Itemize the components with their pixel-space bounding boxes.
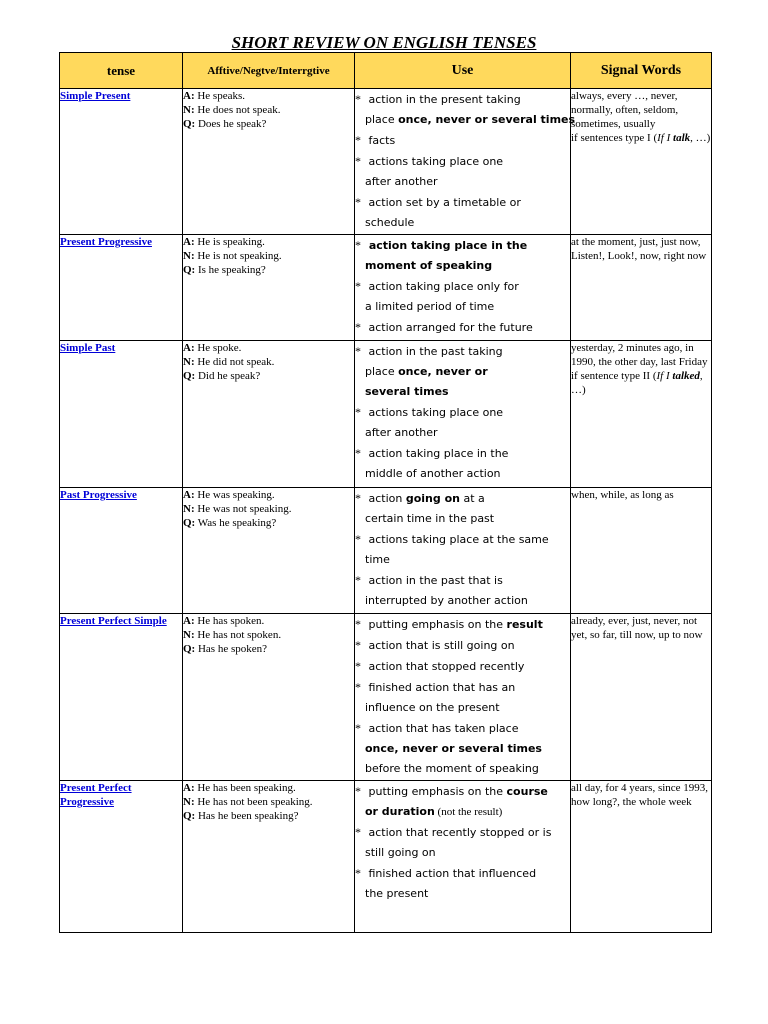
- signal-if-text: if sentences type I (: [571, 132, 658, 144]
- use-text: action: [365, 492, 406, 505]
- tense-cell: [60, 89, 183, 235]
- use-text: after another: [365, 175, 438, 188]
- signal-words-text: yesterday, 2 minutes ago, in 1990, the other day, last Friday: [571, 342, 708, 368]
- form-key: N:: [183, 629, 195, 641]
- use-text: action that stopped recently: [365, 660, 525, 673]
- page-title: SHORT REVIEW ON ENGLISH TENSES: [231, 33, 537, 52]
- use-line: [355, 739, 570, 759]
- header-use: Use: [355, 53, 571, 89]
- use-line: [355, 172, 570, 192]
- use-text: interrupted by another action: [365, 594, 528, 607]
- form-key: A:: [183, 782, 195, 794]
- tenses-table: [59, 52, 712, 933]
- use-line: [355, 192, 570, 213]
- table-row: [60, 341, 712, 488]
- use-text: a limited period of time: [365, 300, 495, 313]
- form-text: He did not speak.: [194, 356, 275, 368]
- tense-cell: [60, 488, 183, 614]
- forms-cell: [183, 341, 355, 488]
- signal-if-verb: talked: [672, 370, 700, 382]
- use-text: schedule: [365, 216, 415, 229]
- use-line: [355, 423, 570, 443]
- use-line: [355, 781, 570, 802]
- use-text: action that is still going on: [365, 639, 515, 652]
- use-line: [355, 362, 570, 382]
- use-line: [355, 151, 570, 172]
- use-line: [355, 822, 570, 843]
- use-text: the present: [365, 887, 429, 900]
- forms-cell: [183, 235, 355, 341]
- use-line: [355, 884, 570, 904]
- bullet-star: *: [355, 320, 361, 334]
- tense-link[interactable]: Present Perfect Simple: [60, 615, 167, 627]
- use-text: after another: [365, 426, 438, 439]
- form-key: N:: [183, 250, 195, 262]
- bullet-star: *: [355, 491, 361, 505]
- use-text: putting emphasis on the: [365, 618, 507, 631]
- table-row: [60, 89, 712, 235]
- bullet-star: *: [355, 617, 361, 631]
- signal-if-text: if sentence type II (: [571, 370, 657, 382]
- use-line: [355, 591, 570, 611]
- use-text: before the moment of speaking: [365, 762, 539, 775]
- form-line: [183, 103, 354, 117]
- signal-words-cell: [571, 614, 712, 781]
- use-line: [355, 382, 570, 402]
- form-key: Q:: [183, 370, 196, 382]
- use-line: [355, 256, 570, 276]
- use-cell: [355, 614, 571, 781]
- bullet-star: *: [355, 238, 361, 252]
- signal-words-text: when, while, as long as: [571, 489, 674, 501]
- use-text: action taking place in the: [365, 447, 509, 460]
- use-cell: [355, 781, 571, 933]
- use-line: [355, 317, 570, 338]
- use-cell: [355, 488, 571, 614]
- form-line: [183, 117, 354, 131]
- use-text: or duration: [365, 805, 435, 818]
- use-text: finished action that influenced: [365, 867, 537, 880]
- use-text: result: [506, 618, 543, 631]
- tense-cell: [60, 341, 183, 488]
- form-key: A:: [183, 90, 195, 102]
- use-text: once, never or several times: [398, 113, 576, 126]
- use-text: once, never or: [398, 365, 488, 378]
- use-text: place: [365, 365, 399, 378]
- form-text: Did he speak?: [195, 370, 261, 382]
- form-text: Was he speaking?: [195, 517, 277, 529]
- use-cell: [355, 235, 571, 341]
- use-text: action arranged for the future: [365, 321, 533, 334]
- use-text: place: [365, 113, 399, 126]
- use-text: still going on: [365, 846, 436, 859]
- bullet-star: *: [355, 659, 361, 673]
- forms-cell: [183, 614, 355, 781]
- form-key: A:: [183, 615, 195, 627]
- use-line: [355, 235, 570, 256]
- bullet-star: *: [355, 344, 361, 358]
- bullet-star: *: [355, 784, 361, 798]
- use-text: actions taking place one: [365, 406, 504, 419]
- table-row: [60, 781, 712, 933]
- use-text: action set by a timetable or: [365, 196, 521, 209]
- form-line: [183, 488, 354, 502]
- use-line: [355, 443, 570, 464]
- signal-words-text: already, ever, just, never, not yet, so far, till now, up to now: [571, 615, 703, 641]
- form-line: [183, 781, 354, 795]
- form-text: Has he spoken?: [195, 643, 268, 655]
- use-line: [355, 341, 570, 362]
- form-key: A:: [183, 489, 195, 501]
- forms-cell: [183, 89, 355, 235]
- use-cell: [355, 341, 571, 488]
- forms-cell: [183, 781, 355, 933]
- form-line: [183, 341, 354, 355]
- form-line: [183, 89, 354, 103]
- signal-words-cell: [571, 781, 712, 933]
- use-line: [355, 529, 570, 550]
- form-key: A:: [183, 236, 195, 248]
- form-line: [183, 642, 354, 656]
- use-text: action taking place only for: [365, 280, 519, 293]
- tense-link[interactable]: Simple Present: [60, 90, 131, 102]
- use-line: [355, 718, 570, 739]
- form-text: Is he speaking?: [195, 264, 266, 276]
- use-text: action in the present taking: [365, 93, 521, 106]
- use-line: [355, 488, 570, 509]
- signal-words-cell: [571, 235, 712, 341]
- use-text: action that recently stopped or is: [365, 826, 552, 839]
- form-key: Q:: [183, 517, 196, 529]
- use-line: [355, 464, 570, 484]
- signal-if-verb: talk: [673, 132, 691, 144]
- use-text: putting emphasis on the: [365, 785, 507, 798]
- bullet-star: *: [355, 638, 361, 652]
- signal-words-cell: [571, 488, 712, 614]
- use-text: action that has taken place: [365, 722, 519, 735]
- use-line: [355, 677, 570, 698]
- bullet-star: *: [355, 133, 361, 147]
- form-key: N:: [183, 356, 195, 368]
- form-line: [183, 355, 354, 369]
- tense-cell: [60, 781, 183, 933]
- use-line: [355, 110, 576, 130]
- signal-if-example: If I: [656, 370, 670, 382]
- bullet-star: *: [355, 154, 361, 168]
- forms-cell: [183, 488, 355, 614]
- use-text: facts: [365, 134, 396, 147]
- use-text: action taking place in the: [365, 239, 528, 252]
- form-line: [183, 795, 354, 809]
- use-text: going on: [405, 492, 460, 505]
- form-text: He was not speaking.: [194, 503, 292, 515]
- form-line: [183, 809, 354, 823]
- form-text: Has he been speaking?: [195, 810, 299, 822]
- signal-words-text: all day, for 4 years, since 1993, how long?, the whole week: [571, 782, 709, 808]
- use-line: [355, 698, 570, 718]
- form-text: He is not speaking.: [194, 250, 282, 262]
- use-line: [355, 402, 570, 423]
- form-key: Q:: [183, 643, 196, 655]
- use-text: certain time in the past: [365, 512, 495, 525]
- use-text: once, never or several times: [365, 742, 542, 755]
- bullet-star: *: [355, 825, 361, 839]
- bullet-star: *: [355, 680, 361, 694]
- bullet-star: *: [355, 573, 361, 587]
- use-line: [355, 802, 570, 822]
- use-text: actions taking place at the same: [365, 533, 549, 546]
- form-line: [183, 263, 354, 277]
- header-forms: Afftive/Negtve/Interrgtive: [183, 53, 355, 89]
- form-line: [183, 369, 354, 383]
- use-text: several times: [365, 385, 449, 398]
- signal-if-end: , …): [571, 370, 703, 396]
- use-text: finished action that has an: [365, 681, 516, 694]
- header-tense: tense: [60, 53, 183, 89]
- form-text: He has not been speaking.: [194, 796, 313, 808]
- use-text: time: [365, 553, 390, 566]
- table-row: [60, 235, 712, 341]
- use-line: [355, 130, 570, 151]
- signal-if-end: , …): [690, 132, 711, 144]
- form-key: Q:: [183, 118, 196, 130]
- use-line: [355, 863, 570, 884]
- bullet-star: *: [355, 279, 361, 293]
- form-text: He does not speak.: [194, 104, 281, 116]
- form-key: N:: [183, 503, 195, 515]
- use-text: middle of another action: [365, 467, 501, 480]
- use-text: actions taking place one: [365, 155, 504, 168]
- use-line: [355, 89, 570, 110]
- bullet-star: *: [355, 721, 361, 735]
- bullet-star: *: [355, 532, 361, 546]
- signal-words-text: at the moment, just, just now, Listen!, Look!, now, right now: [571, 236, 707, 262]
- use-line: [355, 213, 570, 233]
- use-text: at a: [459, 492, 485, 505]
- tense-link[interactable]: Past Progressive: [60, 489, 137, 501]
- bullet-star: *: [355, 446, 361, 460]
- form-key: N:: [183, 796, 195, 808]
- form-line: [183, 628, 354, 642]
- tense-cell: [60, 614, 183, 781]
- signal-words-cell: [571, 341, 712, 488]
- form-text: He has spoken.: [194, 615, 265, 627]
- table-row: [60, 614, 712, 781]
- header-signal-words: Signal Words: [571, 53, 712, 89]
- table-row: [60, 488, 712, 614]
- bullet-star: *: [355, 195, 361, 209]
- signal-words-cell: [571, 89, 712, 235]
- use-line: [355, 635, 570, 656]
- form-text: He is speaking.: [194, 236, 265, 248]
- form-text: Does he speak?: [195, 118, 267, 130]
- form-line: [183, 614, 354, 628]
- use-line: [355, 759, 570, 779]
- form-line: [183, 249, 354, 263]
- use-text: (not the result): [434, 806, 503, 818]
- form-key: Q:: [183, 264, 196, 276]
- use-text: course: [506, 785, 548, 798]
- bullet-star: *: [355, 405, 361, 419]
- use-line: [355, 843, 570, 863]
- form-key: A:: [183, 342, 195, 354]
- tense-link[interactable]: Present Progressive: [60, 236, 152, 248]
- signal-if-sentence: [571, 131, 711, 145]
- use-line: [355, 276, 570, 297]
- use-line: [355, 550, 570, 570]
- use-text: moment of speaking: [365, 259, 493, 272]
- use-text: action in the past taking: [365, 345, 503, 358]
- tense-link[interactable]: Present Perfect Progressive: [60, 782, 132, 808]
- table-header-row: [60, 53, 712, 89]
- bullet-star: *: [355, 92, 361, 106]
- use-cell: [355, 89, 576, 235]
- form-text: He has been speaking.: [194, 782, 296, 794]
- signal-words-text: always, every …, never, normally, often, seldom, sometimes, usually: [571, 90, 679, 130]
- use-text: action in the past that is: [365, 574, 503, 587]
- bullet-star: *: [355, 866, 361, 880]
- use-text: influence on the present: [365, 701, 500, 714]
- form-text: He has not spoken.: [194, 629, 282, 641]
- form-key: N:: [183, 104, 195, 116]
- use-line: [355, 509, 570, 529]
- use-line: [355, 570, 570, 591]
- tense-link[interactable]: Simple Past: [60, 342, 116, 354]
- use-line: [355, 656, 570, 677]
- form-line: [183, 235, 354, 249]
- use-line: [355, 614, 570, 635]
- form-key: Q:: [183, 810, 196, 822]
- form-line: [183, 502, 354, 516]
- form-line: [183, 516, 354, 530]
- signal-if-sentence: [571, 369, 711, 397]
- form-text: He spoke.: [194, 342, 242, 354]
- form-text: He was speaking.: [194, 489, 275, 501]
- signal-if-example: If I: [657, 132, 671, 144]
- use-line: [355, 297, 570, 317]
- tense-cell: [60, 235, 183, 341]
- form-text: He speaks.: [194, 90, 246, 102]
